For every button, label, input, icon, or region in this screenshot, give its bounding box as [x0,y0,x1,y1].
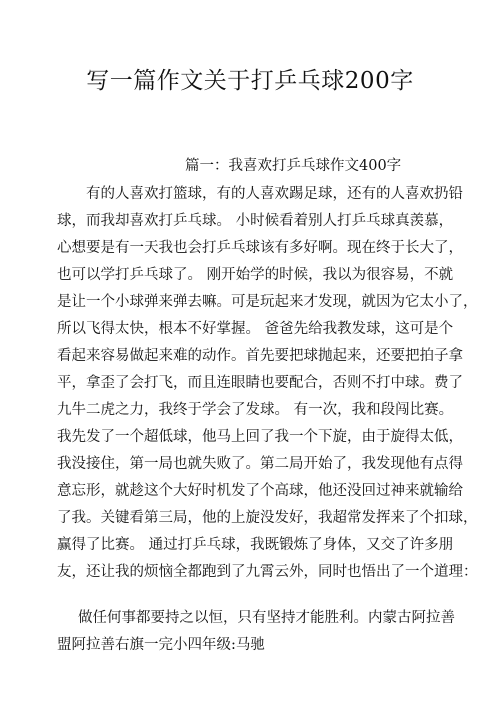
section-heading: 篇一：我喜欢打乒乓球作文400字 [185,158,402,174]
body-line: 赢得了比赛。 通过打乒乓球，我既锻炼了身体，又交了许多朋 [57,537,454,553]
body-line: 球，而我却喜欢打乒乓球。 小时候看着别人打乒乓球真羡慕， [57,213,454,229]
body-line: 我先发了一个超低球，他马上回了我一个下旋，由于旋得太低， [57,429,463,445]
body-line: 九牛二虎之力，我终于学会了发球。 有一次，我和段闯比赛。 [57,402,454,418]
body-line: 是让一个小球弹来弹去嘛。可是玩起来才发现，就因为它太小了， [57,294,478,310]
closing-line: 做任何事都要持之以恒，只有坚持才能胜利。内蒙古阿拉善 [78,610,455,626]
body-line: 意忘形，就趁这个大好时机发了个高球，他还没回过神来就输给 [57,483,463,499]
body-line: 平，拿歪了会打飞，而且连眼睛也要配合，否则不打中球。费了 [57,375,463,391]
body-line: 心想要是有一天我也会打乒乓球该有多好啊。现在终于长大了， [57,240,463,256]
body-line: 我没接住，第一局也就失败了。第二局开始了，我发现他有点得 [57,456,463,472]
body-line: 也可以学打乒乓球了。 刚开始学的时候，我以为很容易，不就 [57,267,454,283]
body-line: 有的人喜欢打篮球，有的人喜欢踢足球，还有的人喜欢扔铅 [86,186,463,202]
body-line: 所以飞得太快，根本不好掌握。 爸爸先给我教发球，这可是个 [57,321,454,337]
body-line: 友，还让我的烦恼全都跑到了九霄云外，同时也悟出了一个道理： [57,564,478,580]
closing-line: 盟阿拉善右旗一完小四年级:马驰 [57,637,265,653]
body-line: 了我。关键看第三局，他的上旋没发好，我超常发挥来了个扣球， [57,510,478,526]
body-line: 看起来容易做起来难的动作。首先要把球抛起来，还要把拍子拿 [57,348,463,364]
document-title: 写一篇作文关于打乒乓球200字 [86,68,414,94]
